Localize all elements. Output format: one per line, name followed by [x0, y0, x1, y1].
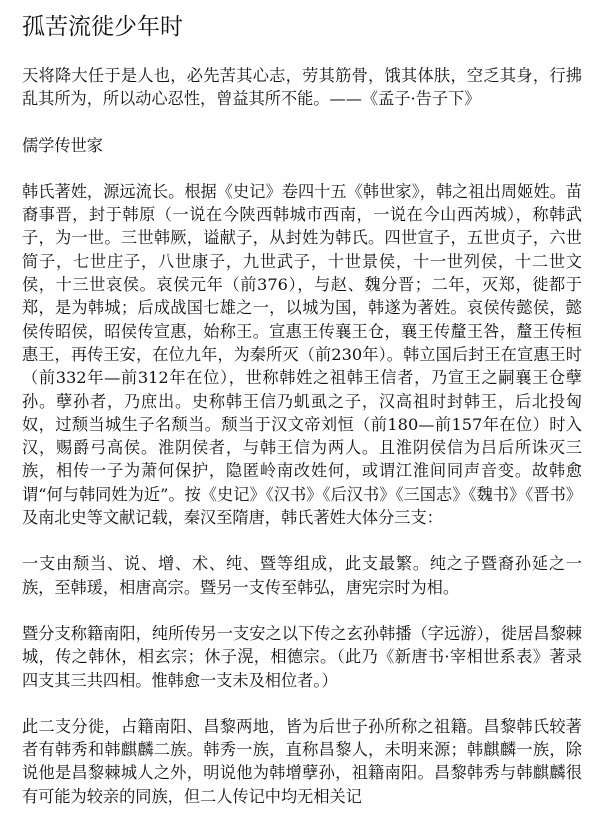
paragraph-changli: 此二支分徙，占籍南阳、昌黎两地，皆为后世子孙所称之祖籍。昌黎韩氏较著者有韩秀和韩麒麟二族。韩秀一族，直称昌黎人，未明来源；韩麒麟一族，除说他是昌黎棘城人之外，明说他为韩增孽孙，祖籍南阳。昌黎韩秀与韩麒麟很有可能为较亲的同族，但二人传记中均无相关记: [22, 716, 582, 806]
article: [22, 12, 582, 831]
section-heading: 儒学传世家: [22, 135, 103, 155]
paragraph-second-branch: 暨分支称籍南阳，纯所传另一支安之以下传之玄孙韩播（字远游），徙居昌黎棘城，传之韩休，相玄宗；休子滉，相德宗。（此乃《新唐书·宰相世系表》著录四支其三共四相。惟韩愈一支未及相位者。）: [22, 623, 582, 690]
epigraph: 天将降大任于是人也，必先苦其心志，劳其筋骨，饿其体肤，空乏其身，行拂乱其所为，所以动心忍性，曾益其所不能。——《孟子·告子下》: [22, 66, 582, 109]
paragraph-first-branch: 一支由颓当、说、增、术、纯、暨等组成，此支最繁。纯之子暨裔孙延之一族，至韩瑗，相唐高宗。暨另一支传至韩弘，唐宪宗时为相。: [22, 554, 582, 597]
paragraph-origin: 韩氏著姓，源远流长。根据《史记》卷四十五《韩世家》，韩之祖出周姬姓。苗裔事晋，封于韩原（一说在今陕西韩城市西南，一说在今山西芮城），称韩武子，为一世。三世韩厥，谥献子，从封姓为韩氏。四世宣子，五世贞子，六世简子，七世庄子，八世康子，九世武子，十世景侯，十一世列侯，十二世文侯，十三世哀侯。哀侯元年（前376），与赵、魏分晋；二年，灭郑，徙都于郑，是为韩城；后成战国七雄之一，以城为国，韩遂为著姓。哀侯传懿侯，懿侯传昭侯，昭侯传宣惠，始称王。宣惠王传襄王仓，襄王传釐王咎，釐王传桓惠王，再传王安，在位九年，为秦所灭（前230年）。韩立国后封王在宣惠王时（前332年—前312年在位），世称韩姓之祖韩王信者，乃宣王之嗣襄王仓孽孙。孽孙者，乃庶出。史称韩王信乃虮虱之子，汉高祖时封韩王，后北投匈奴，过颓当城生子名颓当。颓当于汉文帝刘恒（前180—前157年在位）时入汉，赐爵弓高侯。淮阴侯者，与韩王信为两人。且淮阴侯信为吕后所诛灭三族，相传一子为萧何保护，隐匿岭南改姓何，或谓江淮间同声音变。故韩愈谓“何与韩同姓为近”。按《史记》《汉书》《后汉书》《三国志》《魏书》《晋书》及南北史等文献记载，秦汉至隋唐，韩氏著姓大体分三支：: [22, 181, 582, 528]
article-title: 孤苦流徙少年时: [22, 14, 183, 40]
